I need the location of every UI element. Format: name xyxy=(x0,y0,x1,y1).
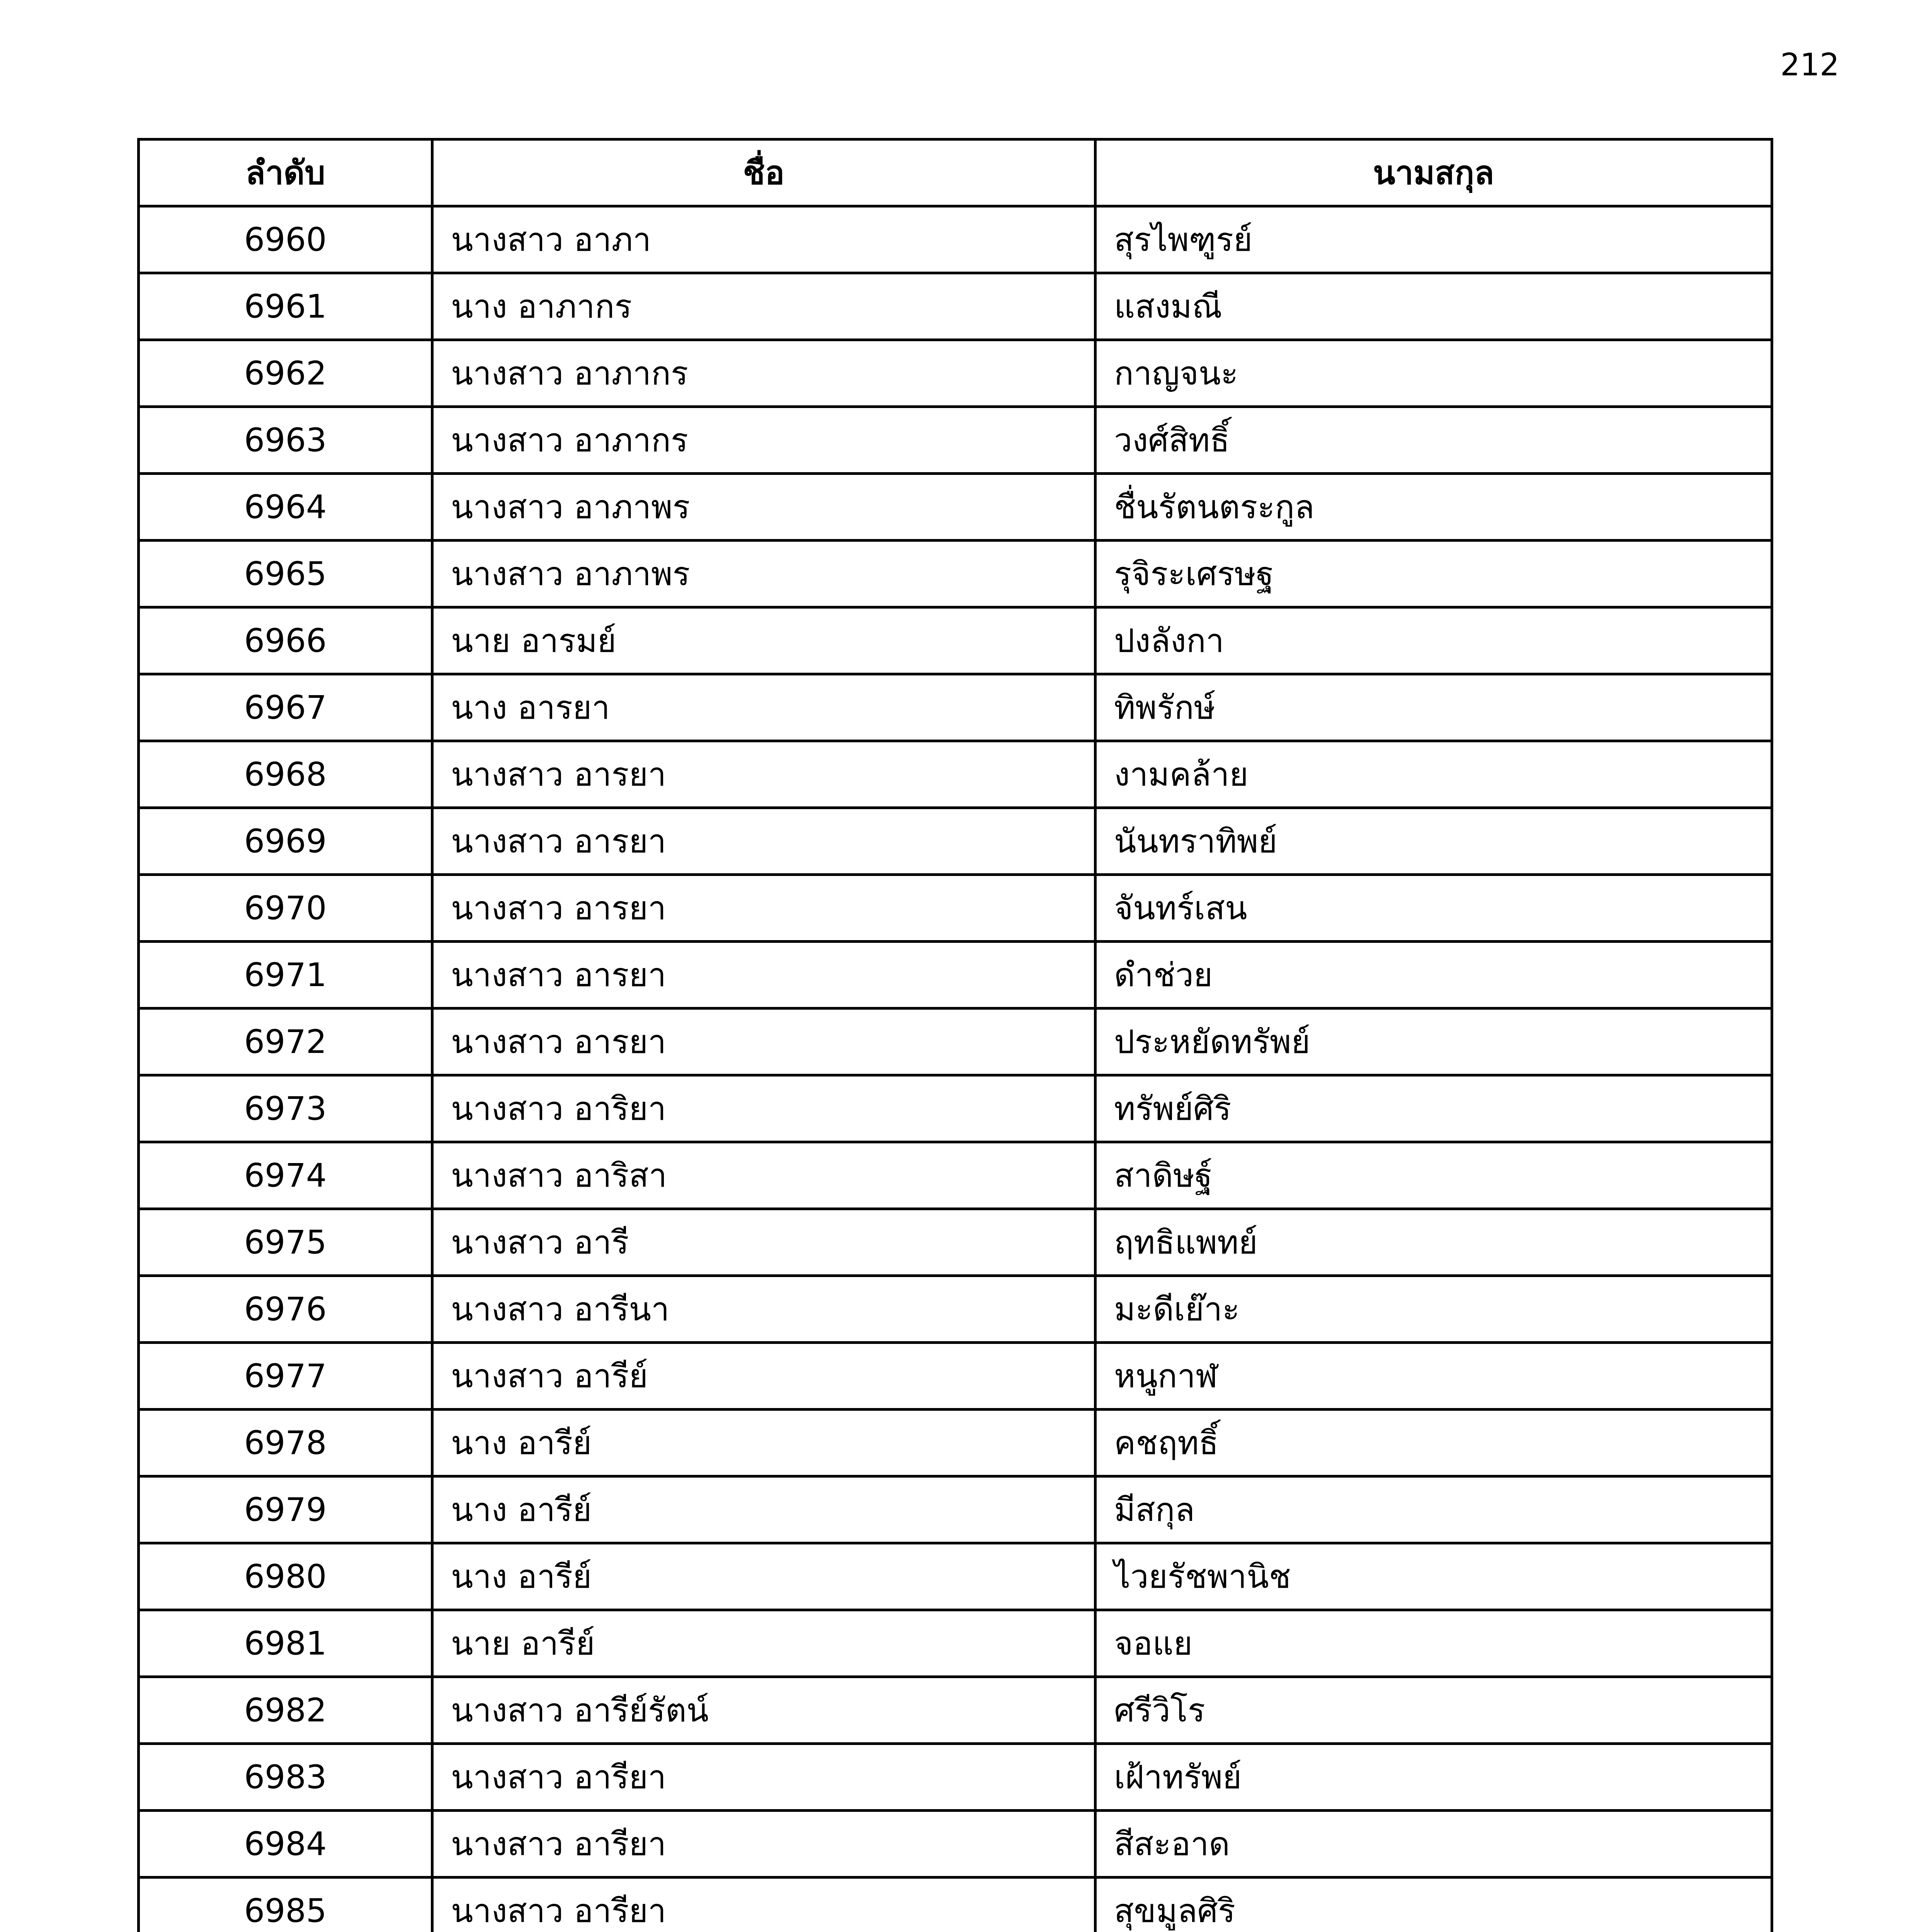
order-cell: 6976 xyxy=(139,1276,432,1343)
order-cell: 6969 xyxy=(139,808,432,875)
table-row xyxy=(139,474,1772,541)
order-cell: 6961 xyxy=(139,273,432,340)
name-cell: นางสาว อาภากร xyxy=(432,340,1095,407)
table-row xyxy=(139,1476,1772,1543)
name-cell: นาย อารีย์ xyxy=(432,1610,1095,1677)
surname-cell: ชื่นรัตนตระกูล xyxy=(1095,474,1772,541)
surname-cell: มะดีเย๊าะ xyxy=(1095,1276,1772,1343)
header-order: ลำดับ xyxy=(139,139,432,206)
name-cell: นางสาว อาภาพร xyxy=(432,541,1095,607)
surname-cell: ฤทธิแพทย์ xyxy=(1095,1209,1772,1276)
name-cell: นางสาว อารีย์ xyxy=(432,1343,1095,1410)
surname-cell: ประหยัดทรัพย์ xyxy=(1095,1009,1772,1075)
order-cell: 6968 xyxy=(139,741,432,808)
order-cell: 6972 xyxy=(139,1009,432,1075)
order-cell: 6963 xyxy=(139,407,432,474)
name-cell: นางสาว อารยา xyxy=(432,1009,1095,1075)
table-row xyxy=(139,1543,1772,1610)
order-cell: 6983 xyxy=(139,1744,432,1811)
surname-cell: ทิพรักษ์ xyxy=(1095,674,1772,741)
order-cell: 6977 xyxy=(139,1343,432,1410)
name-cell: นางสาว อารียา xyxy=(432,1878,1095,1932)
table-row xyxy=(139,1075,1772,1142)
order-cell: 6980 xyxy=(139,1543,432,1610)
order-cell: 6960 xyxy=(139,206,432,273)
surname-cell: นันทราทิพย์ xyxy=(1095,808,1772,875)
surname-cell: สีสะอาด xyxy=(1095,1811,1772,1878)
table-row xyxy=(139,541,1772,607)
order-cell: 6967 xyxy=(139,674,432,741)
name-cell: นางสาว อาภาพร xyxy=(432,474,1095,541)
table-row xyxy=(139,407,1772,474)
table-row xyxy=(139,1410,1772,1476)
surname-cell: เฝ้าทรัพย์ xyxy=(1095,1744,1772,1811)
table-row xyxy=(139,875,1772,942)
table-row xyxy=(139,942,1772,1009)
surname-cell: สุขมูลศิริ xyxy=(1095,1878,1772,1932)
surname-cell: กาญจนะ xyxy=(1095,340,1772,407)
name-cell: นางสาว อาริยา xyxy=(432,1075,1095,1142)
name-cell: นางสาว อารีย์รัตน์ xyxy=(432,1677,1095,1744)
order-cell: 6981 xyxy=(139,1610,432,1677)
surname-cell: คชฤทธิ์ xyxy=(1095,1410,1772,1476)
order-cell: 6964 xyxy=(139,474,432,541)
header-surname: นามสกุล xyxy=(1095,139,1772,206)
table-row xyxy=(139,1343,1772,1410)
name-cell: นางสาว อารีนา xyxy=(432,1276,1095,1343)
table-row xyxy=(139,1878,1772,1932)
name-cell: นาง อารีย์ xyxy=(432,1410,1095,1476)
table-row xyxy=(139,1744,1772,1811)
name-cell: นางสาว อารยา xyxy=(432,808,1095,875)
order-cell: 6984 xyxy=(139,1811,432,1878)
table-row xyxy=(139,273,1772,340)
order-cell: 6965 xyxy=(139,541,432,607)
table-row xyxy=(139,1209,1772,1276)
table-row xyxy=(139,206,1772,273)
order-cell: 6973 xyxy=(139,1075,432,1142)
name-cell: นางสาว อารี xyxy=(432,1209,1095,1276)
name-cell: นาง อารยา xyxy=(432,674,1095,741)
name-list-table xyxy=(137,138,1773,1932)
order-cell: 6974 xyxy=(139,1142,432,1209)
surname-cell: งามคล้าย xyxy=(1095,741,1772,808)
table-row xyxy=(139,1811,1772,1878)
name-cell: นางสาว อาภากร xyxy=(432,407,1095,474)
name-cell: นางสาว อารยา xyxy=(432,875,1095,942)
surname-cell: ทรัพย์ศิริ xyxy=(1095,1075,1772,1142)
table-row xyxy=(139,1610,1772,1677)
order-cell: 6962 xyxy=(139,340,432,407)
order-cell: 6971 xyxy=(139,942,432,1009)
order-cell: 6970 xyxy=(139,875,432,942)
header-name: ชื่อ xyxy=(432,139,1095,206)
page-number: 212 xyxy=(1780,47,1839,83)
name-cell: นาย อารมย์ xyxy=(432,607,1095,674)
table-row xyxy=(139,340,1772,407)
order-cell: 6966 xyxy=(139,607,432,674)
name-cell: นางสาว อาริสา xyxy=(432,1142,1095,1209)
name-cell: นางสาว อารียา xyxy=(432,1744,1095,1811)
surname-cell: ดำช่วย xyxy=(1095,942,1772,1009)
surname-cell: หนูกาฬ xyxy=(1095,1343,1772,1410)
name-cell: นาง อารีย์ xyxy=(432,1543,1095,1610)
surname-cell: แสงมณี xyxy=(1095,273,1772,340)
table-header-row xyxy=(139,139,1772,206)
table-row xyxy=(139,1009,1772,1075)
surname-cell: มีสกุล xyxy=(1095,1476,1772,1543)
surname-cell: สาดิษฐ์ xyxy=(1095,1142,1772,1209)
table-row xyxy=(139,607,1772,674)
name-cell: นาง อาภากร xyxy=(432,273,1095,340)
surname-cell: ศรีวิโร xyxy=(1095,1677,1772,1744)
table-row xyxy=(139,674,1772,741)
table-row xyxy=(139,1677,1772,1744)
name-cell: นางสาว อารยา xyxy=(432,741,1095,808)
surname-cell: ไวยรัชพานิช xyxy=(1095,1543,1772,1610)
name-cell: นางสาว อารยา xyxy=(432,942,1095,1009)
table-row xyxy=(139,808,1772,875)
name-cell: นางสาว อารียา xyxy=(432,1811,1095,1878)
order-cell: 6985 xyxy=(139,1878,432,1932)
surname-cell: ปงลังกา xyxy=(1095,607,1772,674)
table-row xyxy=(139,1276,1772,1343)
order-cell: 6975 xyxy=(139,1209,432,1276)
order-cell: 6979 xyxy=(139,1476,432,1543)
table-row xyxy=(139,1142,1772,1209)
order-cell: 6982 xyxy=(139,1677,432,1744)
name-cell: นางสาว อาภา xyxy=(432,206,1095,273)
name-cell: นาง อารีย์ xyxy=(432,1476,1095,1543)
surname-cell: วงศ์สิทธิ์ xyxy=(1095,407,1772,474)
surname-cell: สุรไพฑูรย์ xyxy=(1095,206,1772,273)
surname-cell: จอแย xyxy=(1095,1610,1772,1677)
surname-cell: จันทร์เสน xyxy=(1095,875,1772,942)
order-cell: 6978 xyxy=(139,1410,432,1476)
table-row xyxy=(139,741,1772,808)
surname-cell: รุจิระเศรษฐ xyxy=(1095,541,1772,607)
